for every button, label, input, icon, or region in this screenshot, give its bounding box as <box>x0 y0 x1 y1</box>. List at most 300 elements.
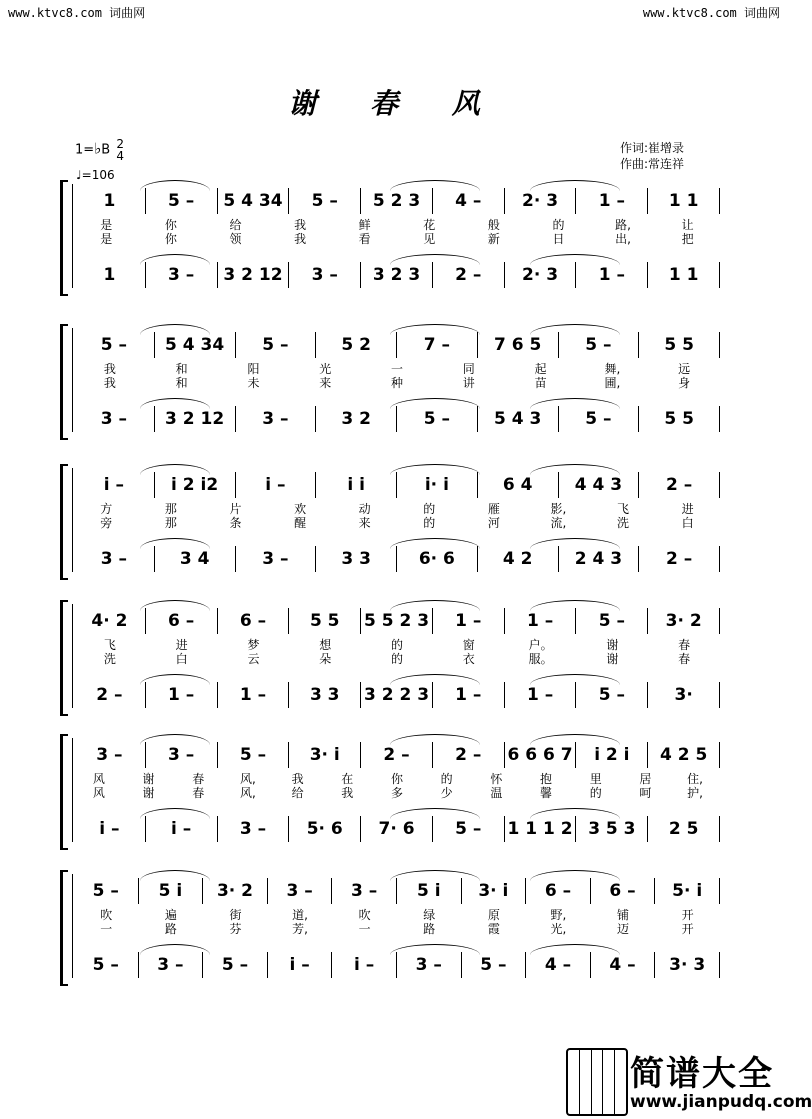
lyric-syllable: 街 <box>229 908 242 922</box>
tie-slur <box>140 180 210 191</box>
lyric-syllable: 那 <box>164 516 177 530</box>
note-group: 4 – <box>544 955 572 975</box>
lyric-syllable: 飞 <box>103 638 116 652</box>
lyric-syllable: 白 <box>175 652 188 666</box>
tie-slur <box>530 600 620 611</box>
note-group: 3 – <box>415 955 442 975</box>
lyrics-verse-2 <box>74 516 720 530</box>
note-group: 5 5 <box>664 409 694 429</box>
lyric-syllable: 影, <box>550 502 567 516</box>
note-group: 2 – <box>96 685 123 705</box>
lyric-syllable: 路, <box>615 218 631 232</box>
tie-slur <box>390 538 480 549</box>
note-group: i· i <box>424 475 449 495</box>
lower-voice <box>74 952 720 978</box>
tie-slur <box>390 674 480 685</box>
note-group: 4 2 5 <box>659 745 708 765</box>
lyrics-verse-2 <box>74 652 720 666</box>
note-group: 3 – <box>239 819 267 839</box>
tie-slur <box>140 398 210 409</box>
lyric-syllable: 呵 <box>639 786 652 800</box>
note-group: 2 – <box>666 475 693 495</box>
barline <box>719 406 720 432</box>
note-group: 2 5 <box>668 819 699 839</box>
lyric-syllable: 野, <box>550 908 567 922</box>
note-group: 2 4 3 <box>574 549 623 569</box>
lyric-syllable: 我 <box>291 772 304 786</box>
system-start-barline <box>72 874 73 978</box>
lyric-syllable: 住, <box>687 772 703 786</box>
tie-slur <box>530 180 620 191</box>
lyric-syllable: 开 <box>681 922 694 936</box>
lyric-syllable: 身 <box>678 376 691 390</box>
lyric-syllable: 进 <box>681 502 694 516</box>
note-group: 6· 6 <box>418 549 455 569</box>
lyric-syllable: 欢 <box>294 502 307 516</box>
score-system <box>60 722 720 848</box>
note-group: 5 – <box>455 819 482 839</box>
lyric-syllable: 春 <box>192 786 205 800</box>
lyric-syllable: 窗 <box>462 638 475 652</box>
barline <box>719 608 720 634</box>
note-group: 5 – <box>598 611 625 631</box>
lyrics-verse-1 <box>74 362 720 376</box>
note-group: 3 – <box>262 549 289 569</box>
lyric-syllable: 服。 <box>528 652 553 666</box>
lyric-syllable: 让 <box>681 218 694 232</box>
lyric-syllable: 少 <box>440 786 453 800</box>
lyric-syllable: 谢 <box>142 772 155 786</box>
time-top: 2 <box>116 137 124 151</box>
note-group: 1 – <box>598 265 625 285</box>
site-logo <box>566 1046 812 1116</box>
composer: 作曲:常连祥 <box>620 157 685 171</box>
lyric-syllable: 舞, <box>604 362 621 376</box>
barline <box>719 878 720 904</box>
lyric-syllable: 同 <box>462 362 475 376</box>
lyric-syllable: 谢 <box>606 652 619 666</box>
lyric-syllable: 光, <box>550 922 567 936</box>
tie-slur <box>530 808 620 819</box>
lyric-syllable: 河 <box>487 516 500 530</box>
upper-voice <box>74 188 720 214</box>
note-group: 1 <box>103 191 116 211</box>
lyric-syllable: 种 <box>391 376 404 390</box>
lyric-syllable: 迈 <box>617 922 630 936</box>
lyric-syllable: 新 <box>487 232 500 246</box>
note-group: 3 2 <box>341 409 371 429</box>
lyric-syllable: 风, <box>239 786 256 800</box>
lyric-syllable: 居 <box>639 772 652 786</box>
lyric-syllable: 谢 <box>606 638 619 652</box>
note-group: 3 – <box>168 745 195 765</box>
note-group: 5 4 34 <box>165 335 225 355</box>
lyric-syllable: 和 <box>175 362 188 376</box>
song-title: 谢 春 风 <box>288 87 502 120</box>
lyric-syllable: 来 <box>319 376 332 390</box>
lyrics-verse-1 <box>74 908 720 922</box>
tie-slur <box>390 324 480 335</box>
note-group: 3 – <box>262 409 289 429</box>
tie-slur <box>140 464 210 475</box>
time-signature <box>116 138 124 162</box>
lyric-syllable: 我 <box>103 362 116 376</box>
note-group: 5 – <box>585 335 612 355</box>
note-group: 5 – <box>585 409 612 429</box>
flat-symbol: ♭ <box>94 139 102 158</box>
lyric-syllable: 芬 <box>229 922 242 936</box>
key-note: B <box>101 142 111 158</box>
note-group: 3 4 <box>179 549 210 569</box>
lyric-syllable: 旁 <box>100 516 113 530</box>
lyric-syllable: 道, <box>292 908 308 922</box>
tie-slur <box>140 600 210 611</box>
lyric-syllable: 你 <box>390 772 403 786</box>
note-group: 3 2 3 <box>372 265 421 285</box>
tempo-mark: ♩=106 <box>76 168 115 182</box>
tie-slur <box>530 538 620 549</box>
note-group: 3 2 12 <box>223 265 283 285</box>
tie-slur <box>140 870 210 881</box>
lyric-syllable: 那 <box>164 502 177 516</box>
note-group: 4· 2 <box>91 611 128 631</box>
note-group: 5 – <box>423 409 450 429</box>
lyric-syllable: 方 <box>100 502 113 516</box>
note-group: 5 – <box>311 191 338 211</box>
tie-slur <box>530 254 620 265</box>
note-group: 1 <box>103 265 116 285</box>
note-group: 5 – <box>239 745 267 765</box>
lyrics-verse-1 <box>74 218 720 232</box>
score-system <box>60 168 720 294</box>
lyric-syllable: 的 <box>423 516 436 530</box>
note-group: 3 3 <box>341 549 371 569</box>
lyric-syllable: 是 <box>100 218 113 232</box>
note-group: 3 – <box>351 881 378 901</box>
note-group: 7 6 5 <box>493 335 542 355</box>
tie-slur <box>390 600 480 611</box>
lyrics-verse-2 <box>74 922 720 936</box>
tie-slur <box>390 180 480 191</box>
note-group: 5 – <box>100 335 127 355</box>
lyric-syllable: 动 <box>358 502 371 516</box>
note-group: 1 – <box>526 685 554 705</box>
tie-slur <box>140 808 210 819</box>
lyric-syllable: 雁 <box>487 502 500 516</box>
lyric-syllable: 温 <box>490 786 503 800</box>
lyric-syllable: 路 <box>164 922 177 936</box>
lyric-syllable: 里 <box>589 772 602 786</box>
note-group: 6 4 <box>502 475 533 495</box>
note-group: i – <box>289 955 310 975</box>
note-group: 3 – <box>157 955 184 975</box>
note-group: 1 – <box>168 685 195 705</box>
upper-voice <box>74 332 720 358</box>
lyric-syllable: 苗 <box>534 376 547 390</box>
lyric-syllable: 条 <box>229 516 242 530</box>
barline <box>719 742 720 768</box>
lyric-syllable: 见 <box>423 232 436 246</box>
lower-voice <box>74 682 720 708</box>
lyric-syllable: 我 <box>294 232 307 246</box>
note-group: 5 – <box>221 955 249 975</box>
lyric-syllable: 吹 <box>358 908 371 922</box>
lyric-syllable: 来 <box>358 516 371 530</box>
header-left-url: www.ktvc8.com 词曲网 <box>8 6 146 20</box>
piano-icon <box>566 1048 628 1116</box>
header-right-url: www.ktvc8.com 词曲网 <box>642 6 780 20</box>
lyric-syllable: 飞 <box>617 502 630 516</box>
upper-voice <box>74 742 720 768</box>
lyric-syllable: 片 <box>229 502 242 516</box>
tie-slur <box>140 734 210 745</box>
score-system <box>60 452 720 578</box>
lower-voice <box>74 406 720 432</box>
note-group: 2· 3 <box>522 191 559 211</box>
lyric-syllable: 你 <box>164 232 177 246</box>
tie-slur <box>390 734 480 745</box>
barline <box>719 682 720 708</box>
note-group: 3 5 3 <box>588 819 636 839</box>
lyric-syllable: 霞 <box>487 922 500 936</box>
note-group: 7· 6 <box>378 819 415 839</box>
lyric-syllable: 吹 <box>100 908 113 922</box>
tie-slur <box>530 464 620 475</box>
system-bracket <box>60 870 68 986</box>
lyric-syllable: 原 <box>487 908 500 922</box>
tie-slur <box>530 324 620 335</box>
note-group: 1 1 <box>668 265 699 285</box>
lyric-syllable: 花 <box>423 218 436 232</box>
note-group: 3· i <box>309 745 340 765</box>
score-system <box>60 858 720 984</box>
note-group: 5 – <box>92 955 119 975</box>
lyric-syllable: 的 <box>589 786 602 800</box>
key-prefix: 1= <box>75 142 95 158</box>
note-group: 4 4 3 <box>574 475 623 495</box>
system-bracket <box>60 600 68 716</box>
lyric-syllable: 我 <box>103 376 116 390</box>
barline <box>719 816 720 842</box>
lyric-syllable: 光 <box>319 362 332 376</box>
note-group: 2 – <box>455 745 482 765</box>
barline <box>719 472 720 498</box>
lyrics-verse-1 <box>74 772 720 786</box>
lyric-syllable: 一 <box>391 362 404 376</box>
lyric-syllable: 把 <box>681 232 694 246</box>
note-group: 3 – <box>168 265 195 285</box>
note-group: 4 – <box>609 955 636 975</box>
lyric-syllable: 给 <box>291 786 304 800</box>
note-group: 6 – <box>239 611 267 631</box>
note-group: 5· i <box>672 881 703 901</box>
lyric-syllable: 风 <box>92 772 105 786</box>
lyric-syllable: 鲜 <box>358 218 371 232</box>
note-group: 2· 3 <box>522 265 559 285</box>
lyrics-verse-2 <box>74 786 720 800</box>
note-group: 2 – <box>666 549 693 569</box>
lyric-syllable: 般 <box>487 218 500 232</box>
note-group: 1 – <box>598 191 625 211</box>
lyric-syllable: 白 <box>681 516 694 530</box>
lyric-syllable: 绿 <box>423 908 436 922</box>
lyric-syllable: 路 <box>423 922 436 936</box>
note-group: 6 6 6 7 <box>507 745 573 765</box>
note-group: 5 – <box>168 191 195 211</box>
lyric-syllable: 是 <box>100 232 113 246</box>
system-start-barline <box>72 604 73 708</box>
barline <box>719 546 720 572</box>
lyric-syllable: 谢 <box>142 786 155 800</box>
lyric-syllable: 铺 <box>617 908 630 922</box>
lyric-syllable: 风, <box>239 772 256 786</box>
lyrics-verse-1 <box>74 638 720 652</box>
tie-slur <box>140 944 210 955</box>
lyric-syllable: 和 <box>175 376 188 390</box>
note-group: 5 i <box>416 881 441 901</box>
lyric-syllable: 领 <box>229 232 242 246</box>
note-group: 3 2 2 3 <box>363 685 430 705</box>
lyric-syllable: 远 <box>678 362 691 376</box>
note-group: 5· 6 <box>306 819 343 839</box>
lyric-syllable: 春 <box>192 772 205 786</box>
tie-slur <box>530 870 620 881</box>
note-group: 6 – <box>609 881 636 901</box>
note-group: 1 – <box>239 685 267 705</box>
lyric-syllable: 的 <box>391 638 404 652</box>
note-group: i – <box>354 955 375 975</box>
lower-voice <box>74 816 720 842</box>
lower-voice <box>74 262 720 288</box>
note-group: 5 4 3 <box>493 409 542 429</box>
note-group: 1 – <box>455 685 482 705</box>
note-group: i – <box>171 819 192 839</box>
tie-slur <box>390 944 480 955</box>
tie-slur <box>530 674 620 685</box>
barline <box>719 262 720 288</box>
tie-slur <box>530 734 620 745</box>
note-group: 3· 2 <box>665 611 702 631</box>
note-group: 1 – <box>526 611 554 631</box>
barline <box>719 952 720 978</box>
lyric-syllable: 阳 <box>247 362 260 376</box>
lyric-syllable: 朵 <box>319 652 332 666</box>
upper-voice <box>74 472 720 498</box>
note-group: 3· <box>674 685 693 705</box>
note-group: i – <box>103 475 124 495</box>
lyric-syllable: 的 <box>391 652 404 666</box>
lyric-syllable: 风 <box>92 786 105 800</box>
note-group: 6 – <box>544 881 572 901</box>
lyric-syllable: 流, <box>550 516 567 530</box>
lyric-syllable: 春 <box>678 652 691 666</box>
note-group: 3 – <box>286 881 313 901</box>
lyric-syllable: 洗 <box>103 652 116 666</box>
lyrics-verse-1 <box>74 502 720 516</box>
lyric-syllable: 馨 <box>540 786 553 800</box>
lyric-syllable: 云 <box>247 652 260 666</box>
note-group: 5 5 <box>664 335 694 355</box>
barline <box>719 188 720 214</box>
note-group: 7 – <box>423 335 450 355</box>
note-group: 5 – <box>262 335 289 355</box>
system-bracket <box>60 324 68 440</box>
lyric-syllable: 日 <box>552 232 565 246</box>
lyric-syllable: 抱 <box>540 772 553 786</box>
lyric-syllable: 给 <box>229 218 242 232</box>
upper-voice <box>74 608 720 634</box>
note-group: i i <box>347 475 365 495</box>
score-system <box>60 588 720 714</box>
tie-slur <box>530 398 620 409</box>
lyric-syllable: 春 <box>678 638 691 652</box>
key-signature <box>75 138 124 162</box>
tie-slur <box>530 944 620 955</box>
tie-slur <box>390 254 480 265</box>
note-group: 3· 2 <box>216 881 253 901</box>
tie-slur <box>140 324 210 335</box>
lyric-syllable: 梦 <box>247 638 260 652</box>
lyric-syllable: 醒 <box>294 516 307 530</box>
note-group: 5 – <box>92 881 119 901</box>
note-group: 3 – <box>96 745 123 765</box>
system-bracket <box>60 180 68 296</box>
lyricist: 作词:崔增录 <box>620 141 685 155</box>
lyrics-verse-2 <box>74 376 720 390</box>
note-group: 3· 3 <box>669 955 706 975</box>
note-group: 3 – <box>100 409 127 429</box>
note-group: i 2 i2 <box>171 475 219 495</box>
lyric-syllable: 的 <box>423 502 436 516</box>
tie-slur <box>390 464 480 475</box>
system-start-barline <box>72 468 73 572</box>
note-group: 5 i <box>158 881 183 901</box>
note-group: 3· i <box>478 881 509 901</box>
tie-slur <box>140 538 210 549</box>
note-group: i – <box>265 475 286 495</box>
note-group: 5 – <box>598 685 625 705</box>
note-group: 2 – <box>383 745 410 765</box>
system-start-barline <box>72 738 73 842</box>
lyric-syllable: 洗 <box>617 516 630 530</box>
upper-voice <box>74 878 720 904</box>
note-group: 2 – <box>455 265 482 285</box>
note-group: 1 – <box>455 611 482 631</box>
note-group: 3 – <box>311 265 338 285</box>
tie-slur <box>140 674 210 685</box>
note-group: 3 2 12 <box>165 409 225 429</box>
note-group: 6 – <box>168 611 195 631</box>
lyric-syllable: 出, <box>615 232 631 246</box>
note-group: 5 4 34 <box>223 191 283 211</box>
lyric-syllable: 我 <box>341 786 354 800</box>
logo-text: 简谱大全 <box>630 1054 774 1094</box>
tie-slur <box>390 870 480 881</box>
lyric-syllable: 一 <box>358 922 371 936</box>
time-bottom: 4 <box>116 149 124 163</box>
lyric-syllable: 怀 <box>490 772 503 786</box>
system-start-barline <box>72 184 73 288</box>
tie-slur <box>390 398 480 409</box>
note-group: 4 – <box>455 191 482 211</box>
note-group: 5 2 3 <box>372 191 421 211</box>
lyric-syllable: 的 <box>440 772 453 786</box>
lyric-syllable: 你 <box>164 218 177 232</box>
logo-url: www.jianpudq.com <box>630 1092 812 1112</box>
lyric-syllable: 讲 <box>462 376 475 390</box>
barline <box>719 332 720 358</box>
score-system <box>60 312 720 438</box>
